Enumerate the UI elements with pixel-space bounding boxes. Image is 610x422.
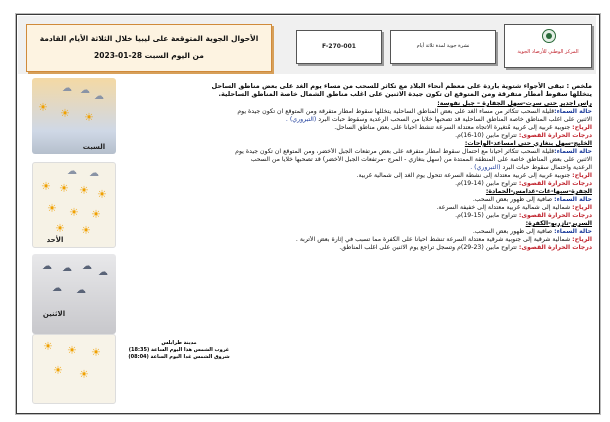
temp-line: درجات الحرارة القصوى: تتراوح مابين (23-29)م وتسجل تراجع يوم الاثنين على اغلب المناطق. [339,244,592,251]
bulletin-type: نشرة جوية لمدة ثلاثة أيام [416,43,470,49]
sunset-time: غروب الشمس هذا اليوم الساعة (18:35) [128,347,230,353]
sun-icon: ☀ [84,111,94,124]
day-label-saturday: السبت [82,143,106,151]
sky-line: حالة السماء:قليلة السحب تتكاثر من مساء الغد على بعض المناطق الساحلية يتخللها سقوط أمطار متفرقة ومن المتوقع ان تكون جيدة يوم [237,108,592,115]
cloud-icon: ☁ [80,85,90,96]
sky-line: الرعدية واحتمال سقوط حبات البرد (التبروري) . [470,164,592,171]
bulletin-title-box [26,24,272,72]
region-title: راس اجدير حتى سرت-سهل الجفارة – جبل نفوسة: [437,100,592,107]
sun-times [124,340,234,361]
sun-icon: ☀ [79,184,89,197]
map-saturday [32,78,116,154]
sun-icon: ☀ [59,182,69,195]
wind-line: الرياح: شمالية إلى شمالية غربية معتدلة إلى خفيفة السرعة. [436,204,592,211]
sun-icon: ☀ [79,368,89,381]
cloud-icon: ☁ [89,168,99,179]
sky-line: الاثنين على اغلب المناطق خاصة المناطق الساحلية قد تصحبها خلايا من السحب الرعدية وسقوط حبات البرد (التبروري) . [285,116,592,123]
sun-icon: ☀ [41,180,51,193]
sun-icon: ☀ [67,344,77,357]
sky-line: حالة السماء:قليلة السحب تتكاثر أحياناً مع احتمال سقوط أمطار متفرقة على بعض مرتفعات الجبل الأخضر، ومن المتوقع ان تكون جيدة يوم [235,148,592,155]
form-code: F-270-001 [322,43,356,50]
bulletin-type-box [390,30,496,64]
org-logo-icon [542,29,556,43]
cloud-icon: ☁ [67,166,77,177]
forecast-maps [32,78,116,404]
sky-line: الاثنين على بعض المناطق خاصة على المنطقة الممتدة من (سهل بنغازي - المرج -مرتفعات الجبل الأخضر) قد تصحبها خلايا من السحب [250,156,592,163]
form-code-box [296,30,382,64]
temp-line: درجات الحرارة القصوى: تتراوح مابين (15-19)م. [455,212,592,219]
sun-icon: ☀ [97,188,107,201]
summary-line: يتخللها سقوط أمطار متفرقة ومن المتوقع ان تكون جيدة الاثنين على اغلب مناطق الشمال خاصة المناطق الساحلية. [218,90,592,98]
day-label-monday: الاثنين [42,310,66,318]
bulletin-title: الأحوال الجوية المتوقعة على ليبيا خلال الثلاثة الأيام القادمة [39,34,259,43]
sunrise-time: شروق الشمس غدا اليوم الساعة (08:04) [128,354,230,360]
rain-cloud-icon: ☁ [82,261,92,272]
sun-icon: ☀ [47,202,57,215]
region-title: الجفرة-سبها-غات-غدامس-الحمادة: [485,188,592,195]
rain-cloud-icon: ☁ [42,261,52,272]
map-monday-temps [32,334,116,404]
map-monday-sky [32,254,116,334]
sky-line: حالة السماء: صافية إلى ظهور بعض السحب. [472,228,592,235]
wind-line: الرياح: جنوبية غربية إلى غربية مُتغيرة الاتجاه معتدلة السرعة تنشط أحياناً على بعض مناطق الساحل. [334,124,592,131]
bulletin-date: من اليوم السبت 28-01-2023 [94,51,204,60]
sun-icon: ☀ [91,346,101,359]
rain-cloud-icon: ☁ [76,285,86,296]
region-title: السرير-تازربو-الكفرة: [525,220,592,227]
region-title: الخليج-سهل بنغازي حتى امساعد-الواحات: [464,140,592,147]
wind-line: الرياح: شمالية شرقية إلى جنوبية شرقية معتدلة السرعة تنشط احيانا على الكفرة مما تسبب في إثارة بعض الأتربة . [295,236,592,243]
cloud-icon: ☁ [62,83,72,94]
summary-line: ملخص : تبقى الأجواء شتوية باردة على معظم أنحاء البلاد مع تكاثر للسحب من مساء يوم الغد على بعض مناطق الساحل [211,82,592,90]
sun-icon: ☀ [91,208,101,221]
city-name: مدينة طرابلس [161,340,197,346]
day-label-sunday: الأحد [46,236,64,244]
org-name: المركز الوطني للأرصاد الجوية [517,49,579,55]
cloud-icon: ☁ [94,91,104,102]
sun-icon: ☀ [60,107,70,120]
sun-icon: ☀ [53,364,63,377]
sun-icon: ☀ [38,101,48,114]
sky-line: حالة السماء: صافية إلى ظهور بعض السحب. [472,196,592,203]
sun-icon: ☀ [69,206,79,219]
rain-cloud-icon: ☁ [52,283,62,294]
sun-icon: ☀ [81,224,91,237]
map-sunday [32,162,116,248]
sun-icon: ☀ [55,222,65,235]
temp-line: درجات الحرارة القصوى: تتراوح مابين (14-19)م. [455,180,592,187]
rain-cloud-icon: ☁ [98,267,108,278]
wind-line: الرياح: جنوبية غربية إلى غربية معتدلة إلى نشطة السرعة تتحول يوم الغد إلى شمالية غربية. [356,172,592,179]
org-box [504,24,592,68]
rain-cloud-icon: ☁ [62,263,72,274]
temp-line: درجات الحرارة القصوى: تتراوح مابين (10-16)م. [455,132,592,139]
sun-icon: ☀ [43,340,53,353]
